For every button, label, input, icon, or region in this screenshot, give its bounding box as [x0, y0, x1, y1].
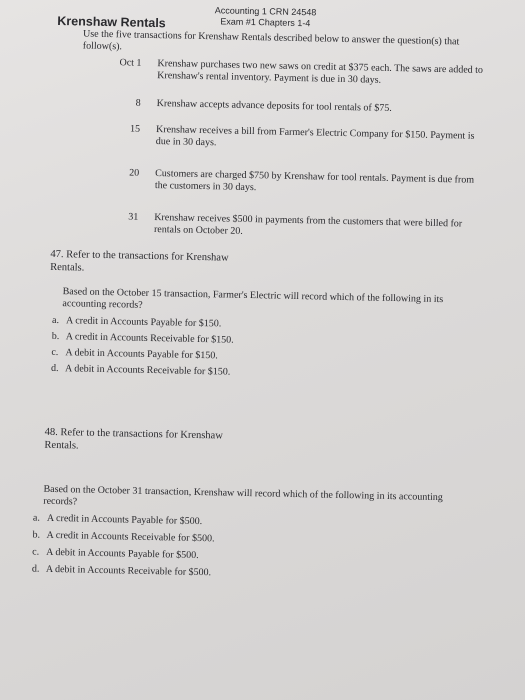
- option-letter: c.: [32, 546, 40, 558]
- question-48-prompt: Based on the October 31 transaction, Krenshaw will record which of the following in its accounting records?: [43, 483, 443, 508]
- transaction-text: Krenshaw receives a bill from Farmer's Electric Company for $150. Payment is due in 30 days.: [155, 124, 475, 149]
- option-c[interactable]: [32, 547, 214, 563]
- option-a[interactable]: [33, 513, 215, 529]
- option-a[interactable]: [52, 315, 234, 331]
- option-letter: b.: [32, 529, 41, 541]
- option-letter: a.: [32, 512, 41, 524]
- transaction-text: Krenshaw receives $500 in payments from the customers that were billed for rentals on October 20.: [153, 212, 463, 237]
- option-c[interactable]: [51, 347, 233, 363]
- course-line: Accounting 1 CRN 24548: [214, 5, 317, 18]
- option-text: A credit in Accounts Payable for $150.: [65, 315, 222, 330]
- question-47-options: [51, 315, 234, 383]
- case-title: Krenshaw Rentals: [57, 13, 166, 31]
- transaction-text: Krenshaw accepts advance deposits for tool rentals of $75.: [156, 98, 392, 114]
- option-text: A debit in Accounts Receivable for $500.: [45, 563, 212, 579]
- option-text: A credit in Accounts Payable for $500.: [46, 512, 203, 528]
- question-47-reference: 47. Refer to the transactions for Krenshaw Rentals.: [50, 248, 229, 274]
- option-text: A debit in Accounts Payable for $150.: [65, 347, 218, 362]
- option-d[interactable]: [32, 564, 214, 580]
- option-d[interactable]: [51, 363, 233, 379]
- option-letter: d.: [50, 362, 59, 375]
- option-text: A debit in Accounts Payable for $500.: [46, 546, 199, 562]
- question-48-reference: 48. Refer to the transactions for Krenshaw Rentals.: [44, 426, 223, 452]
- option-letter: d.: [31, 563, 40, 575]
- transaction-date: 15: [129, 123, 141, 135]
- transaction-text: Krenshaw purchases two new saws on credit at $375 each. The saws are added to Krenshaw's rental inventory. Payment is due in 30 days.: [157, 58, 484, 86]
- transaction-date: 31: [128, 211, 139, 223]
- transaction-text: Customers are charged $750 by Krenshaw for tool rentals. Payment is due from the customers in 30 days.: [154, 168, 475, 194]
- option-letter: b.: [51, 330, 60, 343]
- question-47-prompt: Based on the October 15 transaction, Farmer's Electric will record which of the following in its accounting records?: [62, 286, 444, 311]
- exam-header: [210, 5, 320, 29]
- exam-line: Exam #1 Chapters 1-4: [220, 16, 311, 29]
- transaction-date: 20: [129, 167, 140, 179]
- transaction-date: Oct 1: [119, 57, 142, 69]
- option-letter: c.: [51, 346, 59, 359]
- option-letter: a.: [51, 314, 60, 327]
- option-b[interactable]: [32, 530, 214, 546]
- question-48-options: [32, 513, 215, 585]
- option-b[interactable]: [52, 331, 234, 347]
- option-text: A credit in Accounts Receivable for $500.: [46, 529, 215, 545]
- intro-text: Use the five transactions for Krenshaw Rentals described below to answer the question(s) that follow(s).: [82, 28, 460, 53]
- transaction-date: 8: [135, 97, 141, 109]
- option-text: A credit in Accounts Receivable for $150.: [65, 331, 234, 346]
- option-text: A debit in Accounts Receivable for $150.: [64, 363, 231, 378]
